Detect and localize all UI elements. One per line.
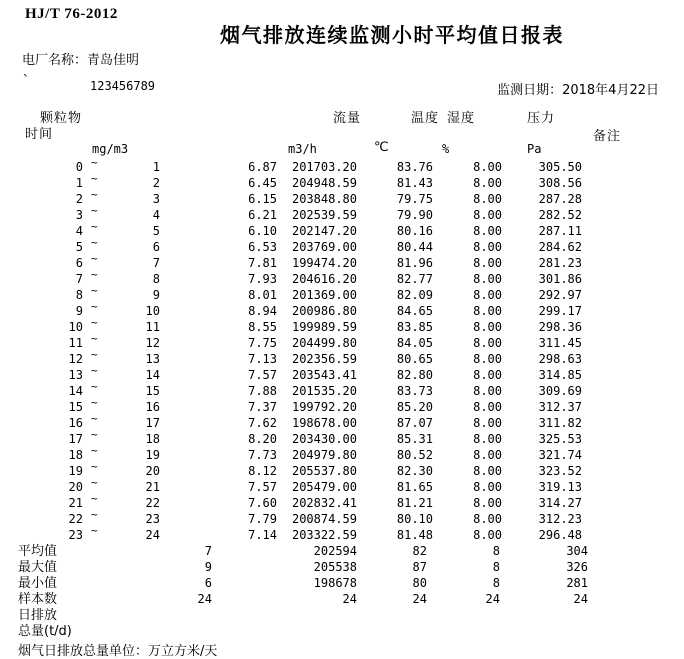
tilde-separator: ~ — [91, 204, 98, 217]
summary-label: 日排放 — [18, 608, 58, 623]
particulate-value: 8.55 — [248, 320, 277, 334]
temperature-value: 81.21 — [396, 496, 433, 510]
hour-start: 12 — [68, 352, 83, 366]
tilde-separator: ~ — [91, 332, 98, 345]
pressure-value: 298.63 — [538, 352, 582, 366]
flow-value: 203430.00 — [291, 432, 357, 446]
humidity-value: 8.00 — [473, 320, 502, 334]
particulate-value: 7.79 — [248, 512, 277, 526]
hour-start: 13 — [68, 368, 83, 382]
particulate-value: 7.37 — [248, 400, 277, 414]
summary-label: 平均值 — [18, 544, 58, 559]
summary-humidity-value — [427, 623, 500, 639]
hour-start: 8 — [75, 288, 83, 302]
hour-start: 1 — [75, 176, 83, 190]
humidity-value: 8.00 — [473, 192, 502, 206]
humidity-value: 8.00 — [473, 480, 502, 494]
hour-end: 5 — [152, 224, 160, 238]
humidity-value: 8.00 — [473, 368, 502, 382]
temperature-value: 80.10 — [396, 512, 433, 526]
flow-value: 203769.00 — [291, 240, 357, 254]
flow-value: 203848.80 — [291, 192, 357, 206]
hour-end: 1 — [152, 160, 160, 174]
pressure-value: 296.48 — [538, 528, 582, 542]
tilde-separator: ~ — [91, 284, 98, 297]
hour-end: 13 — [145, 352, 160, 366]
hour-end: 11 — [145, 320, 160, 334]
hour-start: 23 — [68, 528, 83, 542]
humidity-value: 8.00 — [473, 384, 502, 398]
tilde-separator: ~ — [91, 172, 98, 185]
hour-end: 9 — [152, 288, 160, 302]
pressure-value: 292.97 — [538, 288, 582, 302]
column-header-time: 时间 — [25, 127, 54, 142]
pressure-value: 323.52 — [538, 464, 582, 478]
hour-end: 2 — [152, 176, 160, 190]
hour-end: 7 — [152, 256, 160, 270]
pressure-value: 312.23 — [538, 512, 582, 526]
pressure-value: 298.36 — [538, 320, 582, 334]
hour-start: 14 — [68, 384, 83, 398]
unit-humidity: % — [442, 142, 450, 156]
summary-label: 最大值 — [18, 560, 58, 575]
tilde-separator: ~ — [91, 268, 98, 281]
column-header-temperature: 温度 — [411, 111, 440, 126]
hour-start: 7 — [75, 272, 83, 286]
summary-flow-value: 24 — [342, 592, 357, 606]
flow-value: 201369.00 — [291, 288, 357, 302]
temperature-value: 84.65 — [396, 304, 433, 318]
temperature-value: 81.43 — [396, 176, 433, 190]
summary-row — [0, 607, 684, 623]
hour-end: 18 — [145, 432, 160, 446]
temperature-value: 81.65 — [396, 480, 433, 494]
particulate-value: 7.93 — [248, 272, 277, 286]
summary-particulate-value — [90, 607, 212, 623]
column-header-particulate: 颗粒物 — [40, 111, 83, 126]
summary-pressure-value: 24 — [573, 592, 588, 606]
particulate-value: 8.20 — [248, 432, 277, 446]
hour-start: 6 — [75, 256, 83, 270]
pressure-value: 308.56 — [538, 176, 582, 190]
temperature-value: 84.05 — [396, 336, 433, 350]
summary-temperature-value: 82 — [412, 544, 427, 558]
particulate-value: 6.53 — [248, 240, 277, 254]
particulate-value: 6.15 — [248, 192, 277, 206]
summary-particulate-value: 9 — [204, 560, 212, 574]
tilde-separator: ~ — [91, 380, 98, 393]
hour-end: 17 — [145, 416, 160, 430]
particulate-value: 6.21 — [248, 208, 277, 222]
summary-particulate-value — [90, 623, 212, 639]
particulate-value: 7.88 — [248, 384, 277, 398]
tilde-separator: ~ — [91, 348, 98, 361]
humidity-value: 8.00 — [473, 448, 502, 462]
summary-label: 样本数 — [18, 592, 58, 607]
flow-value: 205537.80 — [291, 464, 357, 478]
tilde-separator: ~ — [91, 252, 98, 265]
temperature-value: 82.09 — [396, 288, 433, 302]
tilde-separator: ~ — [91, 460, 98, 473]
pressure-value: 287.11 — [538, 224, 582, 238]
flow-value: 203543.41 — [291, 368, 357, 382]
temperature-value: 80.44 — [396, 240, 433, 254]
summary-flow-value: 205538 — [313, 560, 357, 574]
column-header-flow: 流量 — [333, 111, 362, 126]
table-row — [0, 524, 684, 543]
tilde-separator: ~ — [91, 476, 98, 489]
summary-temperature-value — [357, 623, 427, 639]
pressure-value: 314.85 — [538, 368, 582, 382]
particulate-value: 8.12 — [248, 464, 277, 478]
particulate-value: 7.57 — [248, 480, 277, 494]
summary-row — [0, 623, 684, 639]
temperature-value: 81.96 — [396, 256, 433, 270]
humidity-value: 8.00 — [473, 528, 502, 542]
monitor-date: 监测日期：2018年4月22日 — [497, 83, 659, 98]
hour-start: 20 — [68, 480, 83, 494]
summary-particulate-value: 7 — [204, 544, 212, 558]
temperature-value: 85.31 — [396, 432, 433, 446]
tilde-separator: ~ — [91, 508, 98, 521]
temperature-value: 80.65 — [396, 352, 433, 366]
hour-start: 18 — [68, 448, 83, 462]
summary-pressure-value: 281 — [566, 576, 588, 590]
pressure-value: 299.17 — [538, 304, 582, 318]
hour-start: 10 — [68, 320, 83, 334]
humidity-value: 8.00 — [473, 272, 502, 286]
humidity-value: 8.00 — [473, 224, 502, 238]
summary-pressure-value: 304 — [566, 544, 588, 558]
summary-flow-value — [212, 607, 357, 623]
pressure-value: 305.50 — [538, 160, 582, 174]
flow-value: 201703.20 — [291, 160, 357, 174]
unit-flow: m3/h — [288, 142, 317, 156]
tilde-separator: ~ — [91, 220, 98, 233]
flow-value: 199989.59 — [291, 320, 357, 334]
hour-end: 14 — [145, 368, 160, 382]
hour-start: 3 — [75, 208, 83, 222]
summary-temperature-value: 24 — [412, 592, 427, 606]
humidity-value: 8.00 — [473, 176, 502, 190]
humidity-value: 8.00 — [473, 304, 502, 318]
pressure-value: 319.13 — [538, 480, 582, 494]
flow-value: 203322.59 — [291, 528, 357, 542]
particulate-value: 8.94 — [248, 304, 277, 318]
hour-start: 0 — [75, 160, 83, 174]
particulate-value: 7.73 — [248, 448, 277, 462]
tick-mark: ` — [22, 74, 30, 89]
pressure-value: 314.27 — [538, 496, 582, 510]
temperature-value: 85.20 — [396, 400, 433, 414]
temperature-value: 82.30 — [396, 464, 433, 478]
hour-start: 17 — [68, 432, 83, 446]
summary-humidity-value: 24 — [485, 592, 500, 606]
summary-row — [0, 559, 684, 575]
summary-pressure-value: 326 — [566, 560, 588, 574]
hour-start: 5 — [75, 240, 83, 254]
hour-end: 21 — [145, 480, 160, 494]
flow-value: 205479.00 — [291, 480, 357, 494]
particulate-value: 6.45 — [248, 176, 277, 190]
hour-end: 23 — [145, 512, 160, 526]
data-rows — [0, 156, 684, 543]
tilde-separator: ~ — [91, 236, 98, 249]
particulate-value: 7.81 — [248, 256, 277, 270]
hour-end: 6 — [152, 240, 160, 254]
flow-value: 200986.80 — [291, 304, 357, 318]
hour-start: 19 — [68, 464, 83, 478]
temperature-value: 80.16 — [396, 224, 433, 238]
flow-value: 199792.20 — [291, 400, 357, 414]
temperature-value: 83.76 — [396, 160, 433, 174]
flow-value: 199474.20 — [291, 256, 357, 270]
footer-unit-note: 烟气日排放总量单位：万立方米/天 — [18, 644, 218, 659]
column-header-pressure: 压力 — [527, 111, 556, 126]
summary-row — [0, 575, 684, 591]
tilde-separator: ~ — [91, 412, 98, 425]
tilde-separator: ~ — [91, 364, 98, 377]
hour-end: 20 — [145, 464, 160, 478]
summary-particulate-value: 24 — [197, 592, 212, 606]
flow-value: 201535.20 — [291, 384, 357, 398]
particulate-value: 7.14 — [248, 528, 277, 542]
temperature-value: 82.80 — [396, 368, 433, 382]
humidity-value: 8.00 — [473, 288, 502, 302]
tilde-separator: ~ — [91, 300, 98, 313]
hour-end: 3 — [152, 192, 160, 206]
summary-flow-value: 198678 — [313, 576, 357, 590]
flow-value: 202147.20 — [291, 224, 357, 238]
particulate-value: 7.62 — [248, 416, 277, 430]
standard-code: HJ/T 76-2012 — [25, 6, 118, 22]
temperature-value: 79.90 — [396, 208, 433, 222]
particulate-value: 7.57 — [248, 368, 277, 382]
humidity-value: 8.00 — [473, 464, 502, 478]
summary-humidity-value: 8 — [492, 560, 500, 574]
humidity-value: 8.00 — [473, 256, 502, 270]
hour-start: 22 — [68, 512, 83, 526]
hour-start: 4 — [75, 224, 83, 238]
temperature-value: 83.85 — [396, 320, 433, 334]
temperature-value: 80.52 — [396, 448, 433, 462]
hour-start: 2 — [75, 192, 83, 206]
hour-start: 15 — [68, 400, 83, 414]
humidity-value: 8.00 — [473, 352, 502, 366]
hour-end: 10 — [145, 304, 160, 318]
particulate-value: 6.10 — [248, 224, 277, 238]
pressure-value: 282.52 — [538, 208, 582, 222]
pressure-value: 287.28 — [538, 192, 582, 206]
flow-value: 204948.59 — [291, 176, 357, 190]
tilde-separator: ~ — [91, 524, 98, 537]
hour-end: 24 — [145, 528, 160, 542]
flow-value: 204499.80 — [291, 336, 357, 350]
pressure-value: 311.45 — [538, 336, 582, 350]
plant-name: 电厂名称：青岛佳明 — [22, 53, 140, 68]
pressure-value: 321.74 — [538, 448, 582, 462]
pressure-value: 281.23 — [538, 256, 582, 270]
tilde-separator: ~ — [91, 316, 98, 329]
summary-pressure-value — [500, 623, 588, 639]
unit-particulate: mg/m3 — [92, 142, 129, 156]
humidity-value: 8.00 — [473, 160, 502, 174]
humidity-value: 8.00 — [473, 496, 502, 510]
flow-value: 198678.00 — [291, 416, 357, 430]
summary-humidity-value — [427, 607, 500, 623]
temperature-value: 83.73 — [396, 384, 433, 398]
particulate-value: 7.75 — [248, 336, 277, 350]
summary-flow-value — [212, 623, 357, 639]
particulate-value: 8.01 — [248, 288, 277, 302]
summary-pressure-value — [500, 607, 588, 623]
column-header-humidity: 湿度 — [447, 111, 476, 126]
pressure-value: 325.53 — [538, 432, 582, 446]
flow-value: 202356.59 — [291, 352, 357, 366]
humidity-value: 8.00 — [473, 512, 502, 526]
summary-row — [0, 591, 684, 607]
summary-temperature-value — [357, 607, 427, 623]
flow-value: 202539.59 — [291, 208, 357, 222]
summary-label: 总量(t/d) — [18, 624, 72, 639]
summary-flow-value: 202594 — [313, 544, 357, 558]
summary-rows — [0, 543, 684, 639]
hour-end: 12 — [145, 336, 160, 350]
humidity-value: 8.00 — [473, 240, 502, 254]
hour-start: 11 — [68, 336, 83, 350]
pressure-value: 309.69 — [538, 384, 582, 398]
hour-end: 22 — [145, 496, 160, 510]
page-title: 烟气排放连续监测小时平均值日报表 — [220, 23, 564, 47]
summary-particulate-value: 6 — [204, 576, 212, 590]
summary-humidity-value: 8 — [492, 576, 500, 590]
flow-value: 200874.59 — [291, 512, 357, 526]
tilde-separator: ~ — [91, 156, 98, 169]
particulate-value: 7.13 — [248, 352, 277, 366]
tilde-separator: ~ — [91, 444, 98, 457]
unit-pressure: Pa — [527, 142, 542, 156]
tilde-separator: ~ — [91, 396, 98, 409]
tilde-separator: ~ — [91, 428, 98, 441]
summary-temperature-value: 80 — [412, 576, 427, 590]
summary-humidity-value: 8 — [492, 544, 500, 558]
humidity-value: 8.00 — [473, 416, 502, 430]
particulate-value: 6.87 — [248, 160, 277, 174]
unit-temperature: ℃ — [374, 140, 389, 155]
temperature-value: 87.07 — [396, 416, 433, 430]
hour-start: 9 — [75, 304, 83, 318]
summary-row — [0, 543, 684, 559]
pressure-value: 312.37 — [538, 400, 582, 414]
particulate-value: 7.60 — [248, 496, 277, 510]
flow-value: 204616.20 — [291, 272, 357, 286]
pressure-value: 311.82 — [538, 416, 582, 430]
humidity-value: 8.00 — [473, 336, 502, 350]
hour-start: 16 — [68, 416, 83, 430]
summary-temperature-value: 87 — [412, 560, 427, 574]
hour-end: 4 — [152, 208, 160, 222]
flow-value: 202832.41 — [291, 496, 357, 510]
temperature-value: 82.77 — [396, 272, 433, 286]
humidity-value: 8.00 — [473, 400, 502, 414]
humidity-value: 8.00 — [473, 208, 502, 222]
hour-end: 15 — [145, 384, 160, 398]
column-header-remark: 备注 — [593, 129, 622, 144]
flow-value: 204979.80 — [291, 448, 357, 462]
summary-label: 最小值 — [18, 576, 58, 591]
hour-end: 8 — [152, 272, 160, 286]
serial-number: 123456789 — [90, 79, 156, 93]
temperature-value: 81.48 — [396, 528, 433, 542]
tilde-separator: ~ — [91, 492, 98, 505]
temperature-value: 79.75 — [396, 192, 433, 206]
pressure-value: 284.62 — [538, 240, 582, 254]
hour-end: 16 — [145, 400, 160, 414]
hour-start: 21 — [68, 496, 83, 510]
pressure-value: 301.86 — [538, 272, 582, 286]
tilde-separator: ~ — [91, 188, 98, 201]
hour-end: 19 — [145, 448, 160, 462]
humidity-value: 8.00 — [473, 432, 502, 446]
